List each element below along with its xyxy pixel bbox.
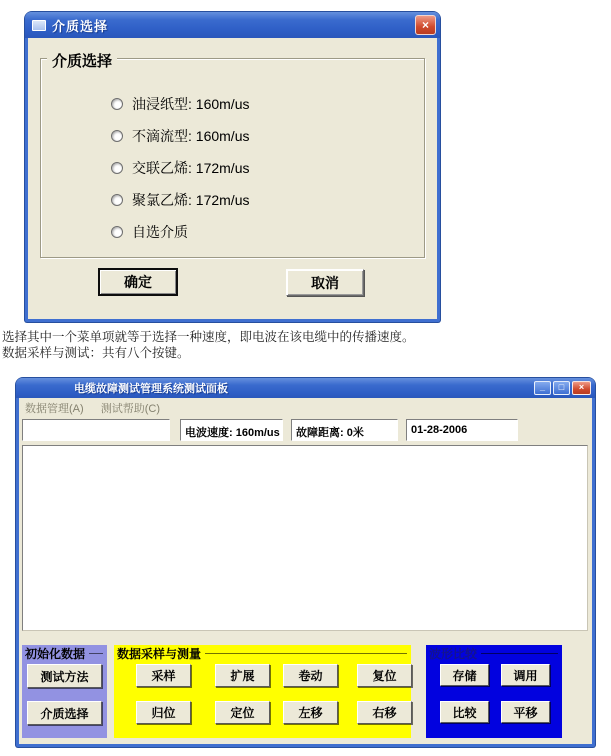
radio-button-icon[interactable] — [111, 226, 123, 238]
radio-button-icon[interactable] — [111, 194, 123, 206]
radio-option-non-drip[interactable] — [111, 127, 424, 145]
caption-rule — [205, 653, 407, 654]
radio-label: 交联乙烯: 172m/us — [132, 160, 250, 176]
radio-option-oil-paper[interactable] — [111, 95, 424, 113]
panel-sampling-caption — [114, 645, 411, 660]
move-right-button[interactable]: 右移 — [357, 701, 412, 724]
main-window — [16, 378, 595, 747]
dialog-title: 介质选择 — [52, 18, 109, 34]
dialog-body — [28, 38, 437, 319]
caption-text — [2, 329, 415, 361]
medium-groupbox — [40, 53, 425, 258]
medium-select-button[interactable]: 介质选择 — [27, 701, 102, 725]
expand-button[interactable]: 扩展 — [215, 664, 270, 687]
form-icon — [32, 20, 46, 31]
dialog-close-icon[interactable]: × — [415, 15, 436, 35]
panel-compare-caption — [426, 645, 562, 660]
minimize-icon[interactable]: _ — [534, 381, 551, 395]
panel-compare-title: 波形比较 — [429, 647, 478, 661]
panel-init-caption — [22, 645, 107, 660]
locate-button[interactable]: 定位 — [215, 701, 270, 724]
window-controls — [534, 381, 591, 395]
test-method-button[interactable]: 测试方法 — [27, 664, 102, 688]
recall-button[interactable]: 调用 — [501, 664, 550, 686]
main-window-body — [19, 398, 592, 744]
status-field-blank — [22, 419, 170, 441]
radio-option-xlpe[interactable] — [111, 159, 424, 177]
main-window-title: 电缆故障测试管理系统测试面板 — [74, 383, 228, 395]
radio-option-custom[interactable] — [111, 223, 424, 241]
radio-button-icon[interactable] — [111, 162, 123, 174]
radio-button-icon[interactable] — [111, 130, 123, 142]
menu-bar — [19, 398, 592, 415]
radio-button-icon[interactable] — [111, 98, 123, 110]
radio-label: 不滴流型: 160m/us — [132, 128, 250, 144]
scroll-button[interactable]: 卷动 — [283, 664, 338, 687]
home-button[interactable]: 归位 — [136, 701, 191, 724]
caption-line-2: 数据采样与测试：共有八个按键。 — [2, 346, 190, 360]
caption-rule — [481, 653, 558, 654]
reset-button[interactable]: 复位 — [357, 664, 412, 687]
pan-button[interactable]: 平移 — [501, 701, 550, 723]
panel-init-data — [22, 645, 107, 738]
status-field-fault-distance: 故障距离: 0米 — [291, 419, 398, 441]
sample-button[interactable]: 采样 — [136, 664, 191, 687]
panel-init-title: 初始化数据 — [25, 647, 86, 661]
panel-sampling-title: 数据采样与测量 — [117, 647, 202, 661]
radio-option-pvc[interactable] — [111, 191, 424, 209]
radio-label: 聚氯乙烯: 172m/us — [132, 192, 250, 208]
menu-test-help[interactable]: 测试帮助(C) — [100, 403, 161, 415]
cancel-button[interactable]: 取消 — [286, 269, 364, 296]
groupbox-title: 介质选择 — [47, 50, 117, 71]
caption-line-1: 选择其中一个菜单项就等于选择一种速度，即电波在该电缆中的传播速度。 — [2, 330, 415, 344]
status-field-date: 01-28-2006 — [406, 419, 518, 441]
dialog-titlebar — [25, 12, 440, 38]
status-field-wave-speed: 电波速度: 160m/us — [180, 419, 283, 441]
move-left-button[interactable]: 左移 — [283, 701, 338, 724]
compare-button[interactable]: 比较 — [440, 701, 489, 723]
radio-label: 油浸纸型: 160m/us — [132, 96, 250, 112]
menu-data-management[interactable]: 数据管理(A) — [25, 403, 84, 415]
medium-selection-dialog — [25, 12, 440, 322]
waveform-display — [22, 445, 588, 631]
main-window-titlebar — [16, 378, 595, 398]
radio-label: 自选介质 — [132, 224, 188, 240]
panel-sampling — [114, 645, 411, 738]
store-button[interactable]: 存储 — [440, 664, 489, 686]
close-icon[interactable]: × — [572, 381, 591, 395]
maximize-icon[interactable]: □ — [553, 381, 570, 395]
caption-rule — [89, 653, 103, 654]
panel-waveform-compare — [426, 645, 562, 738]
ok-button[interactable]: 确定 — [98, 268, 178, 296]
